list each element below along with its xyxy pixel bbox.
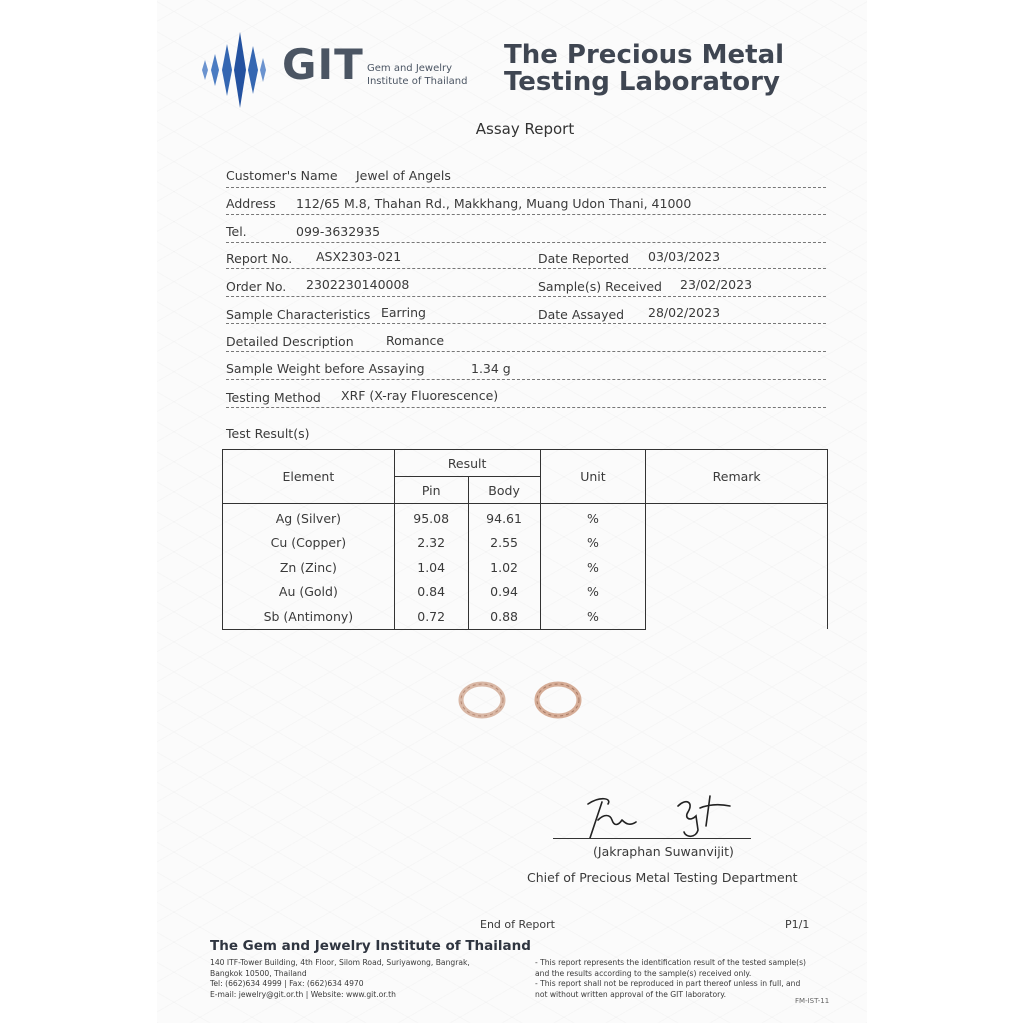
col-result-header: Result	[394, 450, 540, 477]
description-label: Detailed Description	[226, 334, 354, 349]
unit-cell: %	[540, 531, 646, 556]
footer-address-line: Bangkok 10500, Thailand	[210, 968, 307, 978]
date-reported-value: 03/03/2023	[648, 249, 721, 264]
signature-line	[553, 838, 751, 839]
characteristics-value: Earring	[381, 305, 426, 320]
weight-divider	[226, 379, 826, 380]
address-label: Address	[226, 196, 276, 211]
method-divider	[226, 407, 826, 408]
disclaimer-line: - This report shall not be reproduced in part thereof unless in full, and	[535, 979, 801, 988]
report-no-label: Report No.	[226, 251, 293, 266]
footer-contact-line: Tel: (662)634 4999 | Fax: (662)634 4970	[210, 979, 364, 988]
test-results-title: Test Result(s)	[226, 426, 310, 441]
body-cell: 0.94	[468, 580, 540, 605]
remark-cell	[646, 504, 828, 630]
disclaimer-line: and the results according to the sample(s) received only.	[535, 968, 752, 978]
footer-address-line: 140 ITF-Tower Building, 4th Floor, Silom Road, Suriyawong, Bangrak,	[210, 958, 470, 967]
signer-title: Chief of Precious Metal Testing Department	[527, 870, 798, 885]
pin-cell: 0.84	[394, 580, 468, 605]
element-cell: Ag (Silver)	[223, 504, 395, 531]
body-cell: 1.02	[468, 555, 540, 580]
element-cell: Zn (Zinc)	[223, 555, 395, 580]
method-label: Testing Method	[226, 390, 321, 405]
earring-sample-photo	[455, 680, 585, 720]
received-value: 23/02/2023	[680, 277, 753, 292]
customer-label: Customer's Name	[226, 168, 338, 183]
col-body-header: Body	[468, 477, 540, 504]
footer-organization: The Gem and Jewelry Institute of Thailand	[210, 938, 531, 954]
unit-cell: %	[540, 580, 646, 605]
date-reported-label: Date Reported	[538, 251, 629, 266]
method-value: XRF (X-ray Fluorescence)	[341, 388, 499, 403]
end-of-report: End of Report	[480, 918, 555, 931]
table-row	[223, 504, 828, 531]
handwritten-signature	[560, 790, 750, 842]
pin-cell: 1.04	[394, 555, 468, 580]
unit-cell: %	[540, 504, 646, 531]
page-number: P1/1	[785, 918, 810, 931]
received-divider	[538, 296, 826, 297]
col-element-header: Element	[223, 450, 395, 504]
logo-sub-line-1: Gem and Jewelry	[367, 63, 453, 74]
col-remark-header: Remark	[646, 450, 828, 504]
weight-value: 1.34 g	[471, 361, 511, 376]
address-value: 112/65 M.8, Thahan Rd., Makkhang, Muang Udon Thani, 41000	[296, 196, 692, 211]
col-pin-header: Pin	[394, 477, 468, 504]
lab-title	[504, 42, 784, 96]
received-label: Sample(s) Received	[538, 279, 662, 294]
lab-title-line-2: Testing Laboratory	[504, 67, 780, 97]
report-title: Assay Report	[475, 120, 575, 138]
assayed-value: 28/02/2023	[648, 305, 721, 320]
assayed-divider	[538, 323, 826, 324]
report-no-value: ASX2303-021	[316, 249, 402, 264]
tel-value: 099-3632935	[296, 224, 381, 239]
form-code: FM-IST-11	[795, 997, 830, 1005]
order-no-label: Order No.	[226, 279, 287, 294]
signer-name: (Jakraphan Suwanvijit)	[593, 844, 734, 859]
git-diamond-logo-icon	[198, 30, 268, 110]
customer-divider	[226, 187, 826, 188]
body-cell: 2.55	[468, 531, 540, 556]
unit-cell: %	[540, 555, 646, 580]
col-unit-header: Unit	[540, 450, 646, 504]
footer-email-line: E-mail: jewelry@git.or.th | Website: www.git.or.th	[210, 989, 396, 999]
unit-cell: %	[540, 604, 646, 629]
customer-value: Jewel of Angels	[356, 168, 451, 183]
element-cell: Cu (Copper)	[223, 531, 395, 556]
characteristics-label: Sample Characteristics	[226, 307, 371, 322]
logo-sub-line-2: Institute of Thailand	[367, 76, 468, 87]
footer-disclaimer	[535, 958, 806, 1000]
git-logo-text: GIT	[282, 40, 364, 89]
date-reported-divider	[538, 268, 826, 269]
disclaimer-line: - This report represents the identification result of the tested sample(s)	[535, 958, 806, 967]
characteristics-divider	[226, 323, 536, 324]
disclaimer-line: not without written approval of the GIT laboratory.	[535, 989, 727, 999]
tel-divider	[226, 242, 826, 243]
element-cell: Sb (Antimony)	[223, 604, 395, 629]
assayed-label: Date Assayed	[538, 307, 625, 322]
order-no-divider	[226, 296, 536, 297]
report-no-divider	[226, 268, 536, 269]
pin-cell: 0.72	[394, 604, 468, 629]
order-no-value: 2302230140008	[306, 277, 410, 292]
body-cell: 94.61	[468, 504, 540, 531]
footer-address	[210, 958, 470, 1000]
address-divider	[226, 214, 826, 215]
body-cell: 0.88	[468, 604, 540, 629]
pin-cell: 2.32	[394, 531, 468, 556]
lab-title-line-1: The Precious Metal	[504, 40, 785, 70]
git-logo-subtitle	[367, 62, 467, 88]
results-table	[222, 449, 828, 630]
description-divider	[226, 351, 826, 352]
pin-cell: 95.08	[394, 504, 468, 531]
element-cell: Au (Gold)	[223, 580, 395, 605]
description-value: Romance	[386, 333, 445, 348]
tel-label: Tel.	[226, 224, 247, 239]
weight-label: Sample Weight before Assaying	[226, 361, 425, 376]
